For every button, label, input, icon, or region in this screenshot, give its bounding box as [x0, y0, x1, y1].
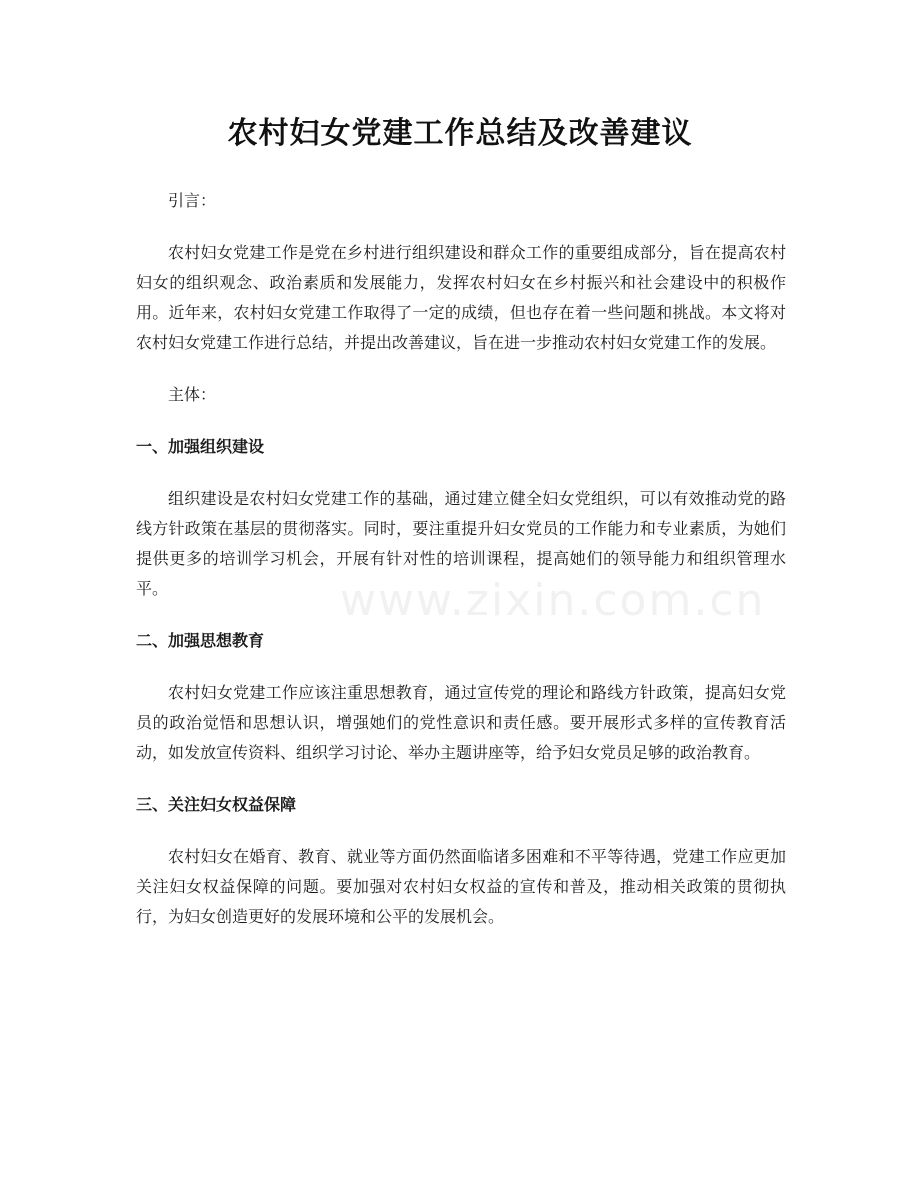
section-paragraph: 农村妇女在婚育、教育、就业等方面仍然面临诸多困难和不平等待遇，党建工作应更加关注妇女权益保障的问题。要加强对农村妇女权益的宣传和普及，推动相关政策的贯彻执行，为妇女创造更好的发展环境和公平的发展机会。 — [136, 847, 786, 926]
watermark-text: www.zixin.com.cn — [340, 575, 766, 626]
section-paragraph: 农村妇女党建工作应该注重思想教育，通过宣传党的理论和路线方针政策，提高妇女党员的政治觉悟和思想认识，增强她们的党性意识和责任感。要开展形式多样的宣传教育活动，如发放宣传资料、组织学习讨论、举办主题讲座等，给予妇女党员足够的政治教育。 — [136, 683, 786, 762]
body-label: 主体： — [168, 385, 217, 404]
section-heading: 三、关注妇女权益保障 — [136, 795, 297, 814]
intro-paragraph: 农村妇女党建工作是党在乡村进行组织建设和群众工作的重要组成部分，旨在提高农村妇女的组织观念、政治素质和发展能力，发挥农村妇女在乡村振兴和社会建设中的积极作用。近年来，农村妇女党建工作取得了一定的成绩，但也存在着一些问题和挑战。本文将对农村妇女党建工作进行总结，并提出改善建议，旨在进一步推动农村妇女党建工作的发展。 — [136, 243, 786, 352]
section-heading: 二、加强思想教育 — [136, 631, 265, 650]
section-1 — [136, 432, 786, 604]
section-heading: 一、加强组织建设 — [136, 437, 265, 456]
section-3 — [136, 790, 786, 932]
document-body — [136, 186, 786, 954]
section-2 — [136, 626, 786, 768]
intro-label: 引言： — [168, 191, 217, 210]
document-title: 农村妇女党建工作总结及改善建议 — [227, 116, 693, 151]
section-paragraph: 组织建设是农村妇女党建工作的基础，通过建立健全妇女党组织，可以有效推动党的路线方针政策在基层的贯彻落实。同时，要注重提升妇女党员的工作能力和专业素质，为她们提供更多的培训学习机会，开展有针对性的培训课程，提高她们的领导能力和组织管理水平。 — [136, 489, 786, 598]
